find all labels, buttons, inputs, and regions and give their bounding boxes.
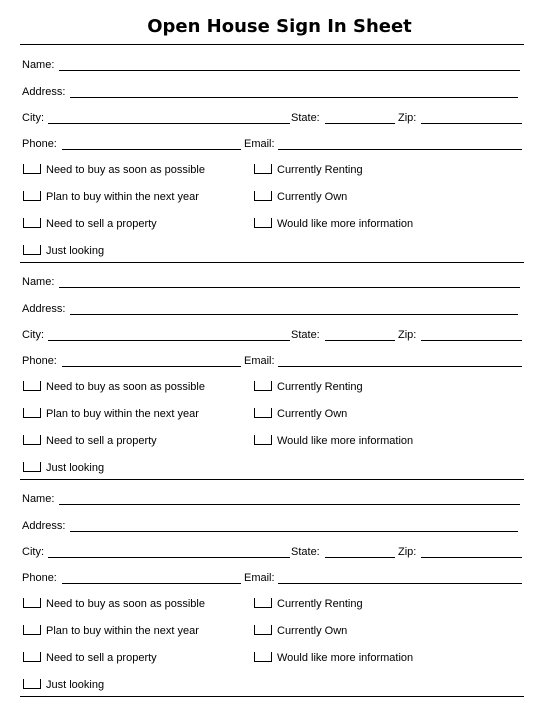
email-label: Email: [244,572,275,584]
checkbox-box[interactable] [23,625,41,635]
checkbox-label: Currently Own [277,408,348,420]
checkbox-sell-property[interactable] [22,217,157,231]
state-label: State: [291,546,320,558]
checkbox-more-information[interactable] [253,217,413,231]
section-divider [20,479,524,480]
section-divider [20,696,524,697]
checkbox-box[interactable] [23,652,41,662]
checkbox-label: Currently Renting [277,381,363,393]
state-label: State: [291,112,320,124]
checkbox-label: Currently Own [277,191,348,203]
checkbox-label: Plan to buy within the next year [46,408,199,420]
checkbox-label: Need to buy as soon as possible [46,381,205,393]
checkbox-box[interactable] [254,191,272,201]
state-field[interactable] [325,557,395,558]
checkbox-more-information[interactable] [253,434,413,448]
checkbox-label: Just looking [46,679,105,691]
state-field[interactable] [325,123,395,124]
checkbox-box[interactable] [254,164,272,174]
checkbox-label: Need to buy as soon as possible [46,598,205,610]
section-divider [20,262,524,263]
checkbox-box[interactable] [23,435,41,445]
zip-field[interactable] [421,340,522,341]
checkbox-currently-own[interactable] [253,190,347,204]
checkbox-more-information[interactable] [253,651,413,665]
name-label: Name: [22,493,55,505]
checkbox-label: Plan to buy within the next year [46,625,199,637]
checkbox-buy-next-year[interactable] [22,190,199,204]
checkbox-buy-asap[interactable] [22,380,205,394]
name-label: Name: [22,276,55,288]
zip-field[interactable] [421,557,522,558]
checkbox-box[interactable] [254,408,272,418]
checkbox-buy-next-year[interactable] [22,407,199,421]
checkbox-just-looking[interactable] [22,678,104,692]
address-field[interactable] [70,314,518,315]
name-label: Name: [22,59,55,71]
phone-label: Phone: [22,138,57,150]
checkbox-label: Just looking [46,462,105,474]
phone-label: Phone: [22,355,57,367]
checkbox-label: Just looking [46,245,105,257]
zip-label: Zip: [398,112,417,124]
checkbox-label: Need to sell a property [46,218,157,230]
checkbox-label: Plan to buy within the next year [46,191,199,203]
city-label: City: [22,112,44,124]
checkbox-just-looking[interactable] [22,244,104,258]
checkbox-label: Currently Own [277,625,348,637]
checkbox-currently-renting[interactable] [253,597,363,611]
email-field[interactable] [278,149,522,150]
checkbox-box[interactable] [254,218,272,228]
checkbox-currently-renting[interactable] [253,380,363,394]
checkbox-label: Would like more information [277,218,414,230]
name-field[interactable] [59,504,520,505]
city-field[interactable] [48,557,290,558]
checkbox-box[interactable] [23,191,41,201]
address-field[interactable] [70,531,518,532]
checkbox-label: Need to sell a property [46,435,157,447]
checkbox-box[interactable] [254,625,272,635]
checkbox-box[interactable] [254,598,272,608]
name-field[interactable] [59,70,520,71]
checkbox-box[interactable] [23,164,41,174]
address-field[interactable] [70,97,518,98]
checkbox-box[interactable] [23,462,41,472]
checkbox-sell-property[interactable] [22,651,157,665]
zip-label: Zip: [398,329,417,341]
email-label: Email: [244,355,275,367]
address-label: Address: [22,520,66,532]
checkbox-label: Need to buy as soon as possible [46,164,205,176]
checkbox-buy-asap[interactable] [22,163,205,177]
checkbox-sell-property[interactable] [22,434,157,448]
city-field[interactable] [48,340,290,341]
checkbox-box[interactable] [23,679,41,689]
phone-label: Phone: [22,572,57,584]
checkbox-label: Would like more information [277,652,414,664]
checkbox-box[interactable] [254,435,272,445]
checkbox-box[interactable] [23,408,41,418]
city-label: City: [22,546,44,558]
address-label: Address: [22,303,66,315]
checkbox-currently-own[interactable] [253,407,347,421]
checkbox-just-looking[interactable] [22,461,104,475]
name-field[interactable] [59,287,520,288]
checkbox-currently-own[interactable] [253,624,347,638]
phone-field[interactable] [62,366,241,367]
checkbox-box[interactable] [23,245,41,255]
phone-field[interactable] [62,583,241,584]
email-field[interactable] [278,583,522,584]
checkbox-label: Currently Renting [277,164,363,176]
title-divider [20,44,524,45]
phone-field[interactable] [62,149,241,150]
state-field[interactable] [325,340,395,341]
checkbox-currently-renting[interactable] [253,163,363,177]
checkbox-box[interactable] [254,652,272,662]
checkbox-buy-asap[interactable] [22,597,205,611]
city-label: City: [22,329,44,341]
email-field[interactable] [278,366,522,367]
address-label: Address: [22,86,66,98]
checkbox-box[interactable] [23,381,41,391]
checkbox-box[interactable] [23,598,41,608]
checkbox-label: Need to sell a property [46,652,157,664]
email-label: Email: [244,138,275,150]
checkbox-label: Currently Renting [277,598,363,610]
zip-label: Zip: [398,546,417,558]
page-title: Open House Sign In Sheet [147,16,412,37]
checkbox-label: Would like more information [277,435,414,447]
checkbox-box[interactable] [254,381,272,391]
checkbox-buy-next-year[interactable] [22,624,199,638]
state-label: State: [291,329,320,341]
zip-field[interactable] [421,123,522,124]
checkbox-box[interactable] [23,218,41,228]
city-field[interactable] [48,123,290,124]
